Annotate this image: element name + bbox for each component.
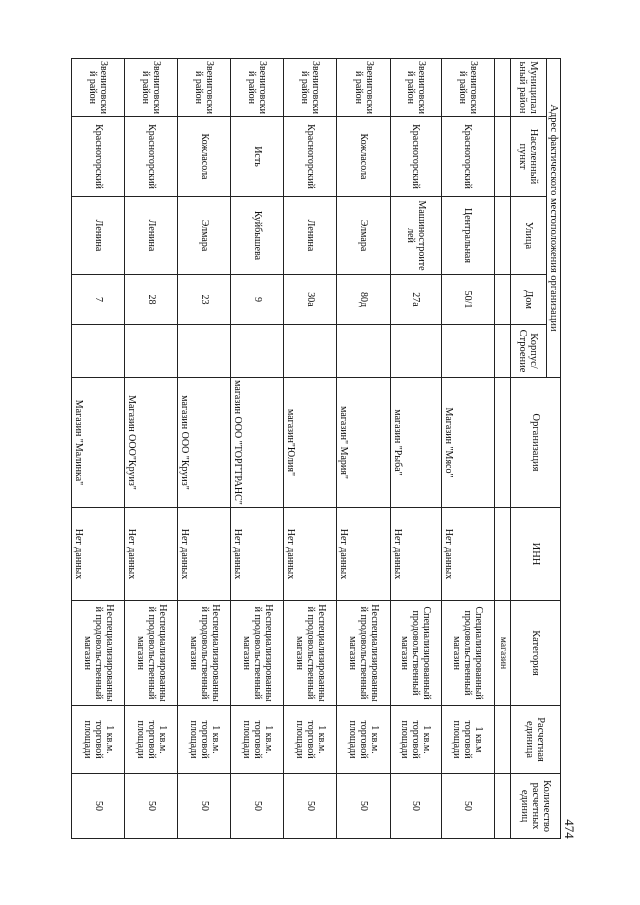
cell-organization: магазин"Юлия" — [284, 378, 337, 508]
cell-count: 50 — [390, 774, 441, 839]
cell-settlement: Красногорский — [72, 117, 125, 197]
cell-building — [125, 325, 178, 378]
cell-street: Куйбышева — [231, 197, 284, 275]
cell-street: Элмара — [178, 197, 231, 275]
cell-settlement: Кожласола — [337, 117, 390, 197]
table-row — [337, 59, 390, 839]
cell-count: 50 — [441, 774, 494, 839]
cell-house: 27а — [390, 275, 441, 325]
cell-empty — [494, 325, 510, 378]
table-row — [390, 59, 441, 839]
cell-building — [337, 325, 390, 378]
cell-count: 50 — [125, 774, 178, 839]
cell-building — [72, 325, 125, 378]
address-group-header: Адрес фактического местоположения организации — [547, 59, 561, 378]
table-row — [125, 59, 178, 839]
header-settlement: Населенный пункт — [511, 117, 547, 197]
cell-inn: Нет данных — [337, 508, 390, 601]
cell-count: 50 — [284, 774, 337, 839]
cell-inn: Нет данных — [284, 508, 337, 601]
cell-inn: Нет данных — [125, 508, 178, 601]
cell-district: Звениговский район — [390, 59, 441, 117]
cell-organization: магазин ООО "ТОРГТРАНС" — [231, 378, 284, 508]
cell-street: Ленина — [284, 197, 337, 275]
cell-district: Звениговский район — [178, 59, 231, 117]
table-row — [284, 59, 337, 839]
cell-empty — [494, 508, 510, 601]
cell-unit: 1 кв.м. торговой площади — [231, 706, 284, 774]
cell-organization: Магазин "Мясо" — [441, 378, 494, 508]
cell-street: Элмара — [337, 197, 390, 275]
cell-unit: 1 кв.м. торговой площади — [337, 706, 390, 774]
cell-unit: 1 кв.м. торговой площади — [72, 706, 125, 774]
cell-empty — [494, 197, 510, 275]
cell-empty — [494, 59, 510, 117]
cell-category: Неспециализированный продовольственный магазин — [284, 601, 337, 706]
cell-unit: 1 кв.м. торговой площади — [284, 706, 337, 774]
cell-unit: 1 кв.м. торговой площади — [125, 706, 178, 774]
table-row — [441, 59, 494, 839]
table-row — [231, 59, 284, 839]
header-category: Категория — [511, 601, 561, 706]
cell-count: 50 — [178, 774, 231, 839]
cell-building — [390, 325, 441, 378]
cell-organization: магазин "Рыба" — [390, 378, 441, 508]
table-row — [72, 59, 125, 839]
cell-inn: Нет данных — [178, 508, 231, 601]
cell-category: Неспециализированный продовольственный магазин — [178, 601, 231, 706]
header-unit: Расчетная единица — [511, 706, 561, 774]
header-house: Дом — [511, 275, 547, 325]
cell-category: Специализированный продовольственный магазин — [390, 601, 441, 706]
cell-house: 28 — [125, 275, 178, 325]
cell-organization: магазин" Мария" — [337, 378, 390, 508]
organizations-table — [71, 58, 561, 839]
cell-street: Ленина — [72, 197, 125, 275]
cell-street: Центральная — [441, 197, 494, 275]
table-row — [178, 59, 231, 839]
header-organization: Организация — [511, 378, 561, 508]
cell-empty — [494, 378, 510, 508]
cell-category: Неспециализированный продовольственный магазин — [125, 601, 178, 706]
cell-inn: Нет данных — [441, 508, 494, 601]
cell-inn: Нет данных — [72, 508, 125, 601]
cell-category: Специализированный продовольственный магазин — [441, 601, 494, 706]
cell-category: Неспециализированный продовольственный магазин — [337, 601, 390, 706]
cell-district: Звениговский район — [441, 59, 494, 117]
cell-count: 50 — [72, 774, 125, 839]
cell-building — [441, 325, 494, 378]
page-number: 474 — [562, 819, 577, 839]
cell-organization: магазин ООО "Круиз" — [178, 378, 231, 508]
cell-street: Машиностроителей — [390, 197, 441, 275]
cell-inn: Нет данных — [231, 508, 284, 601]
cell-district: Звениговский район — [125, 59, 178, 117]
carry-over-category: магазин — [494, 601, 510, 706]
cell-district: Звениговский район — [337, 59, 390, 117]
organizations-table-rotated — [71, 58, 561, 838]
cell-district: Звениговский район — [72, 59, 125, 117]
cell-empty — [494, 275, 510, 325]
cell-settlement: Красногорский — [125, 117, 178, 197]
header-street: Улица — [511, 197, 547, 275]
cell-unit: 1 кв.м. торговой площади — [178, 706, 231, 774]
header-building: Корпус/ Строение — [511, 325, 547, 378]
cell-street: Ленина — [125, 197, 178, 275]
cell-empty — [494, 774, 510, 839]
cell-unit: 1 кв.м. торговой площади — [390, 706, 441, 774]
cell-organization: Магазин "Малинка" — [72, 378, 125, 508]
cell-count: 50 — [231, 774, 284, 839]
cell-category: Неспециализированный продовольственный магазин — [231, 601, 284, 706]
cell-unit: 1 кв.м торговой площади — [441, 706, 494, 774]
cell-house: 9 — [231, 275, 284, 325]
header-inn: ИНН — [511, 508, 561, 601]
cell-house: 80д — [337, 275, 390, 325]
cell-settlement: Красногорский — [390, 117, 441, 197]
cell-settlement: Кожласола — [178, 117, 231, 197]
cell-empty — [494, 706, 510, 774]
cell-inn: Нет данных — [390, 508, 441, 601]
cell-count: 50 — [337, 774, 390, 839]
cell-house: 30а — [284, 275, 337, 325]
cell-house: 50/1 — [441, 275, 494, 325]
cell-district: Звениговский район — [231, 59, 284, 117]
cell-house: 7 — [72, 275, 125, 325]
carry-over-row — [494, 59, 510, 839]
group-header-row — [547, 59, 561, 839]
cell-settlement: Красногорский — [284, 117, 337, 197]
cell-organization: Магазин ООО"Круиз" — [125, 378, 178, 508]
cell-category: Неспециализированный продовольственный магазин — [72, 601, 125, 706]
cell-building — [231, 325, 284, 378]
cell-district: Звениговский район — [284, 59, 337, 117]
cell-house: 23 — [178, 275, 231, 325]
cell-settlement: Красногорский — [441, 117, 494, 197]
cell-empty — [494, 117, 510, 197]
cell-settlement: Исть — [231, 117, 284, 197]
cell-building — [284, 325, 337, 378]
header-district: Муниципальный район — [511, 59, 547, 117]
header-count: Количество расчетных единиц — [511, 774, 561, 839]
cell-building — [178, 325, 231, 378]
